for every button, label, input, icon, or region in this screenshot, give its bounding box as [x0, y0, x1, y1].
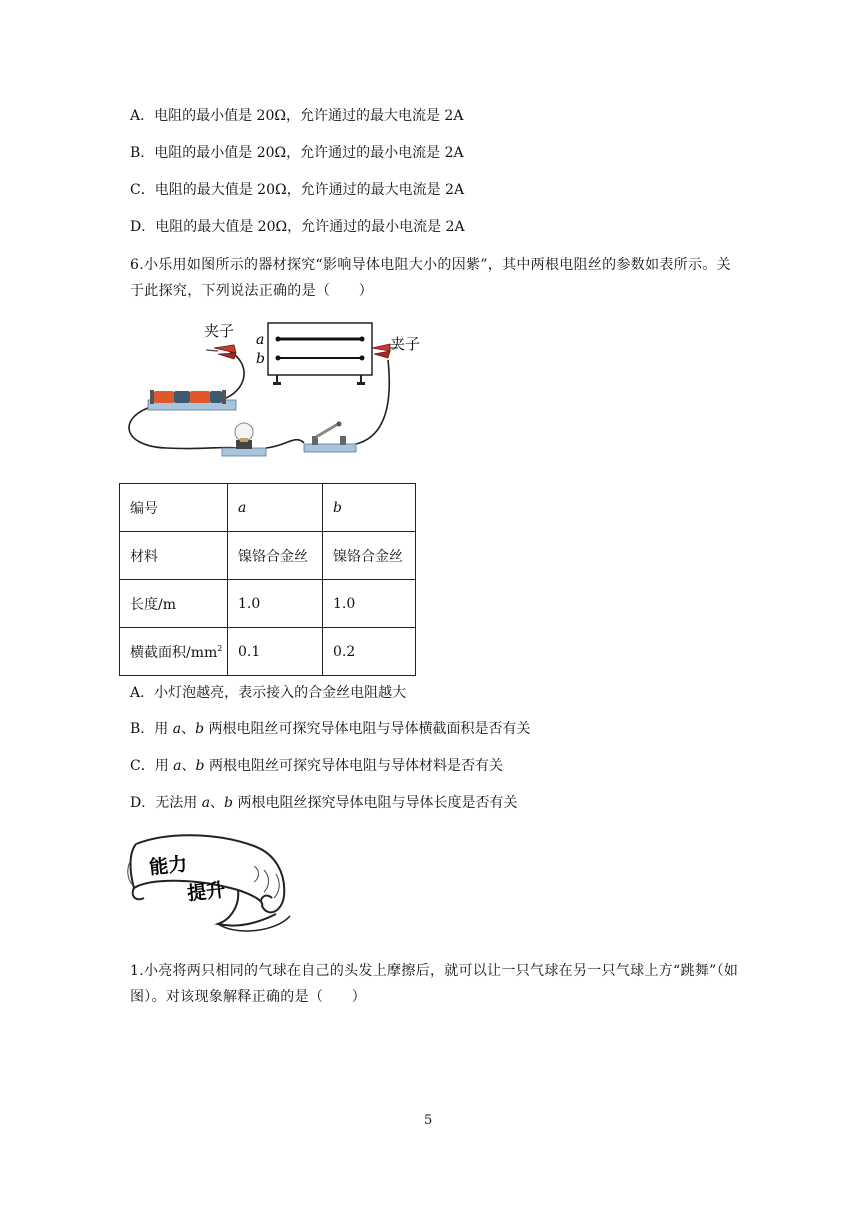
- q5-option-c: C．电阻的最大值是 20Ω，允许通过的最大电流是 2A: [130, 182, 465, 198]
- option-var: a: [173, 758, 182, 774]
- table-cell: a: [228, 484, 323, 532]
- q6-option-b: [130, 719, 531, 739]
- option-var: b: [224, 795, 234, 811]
- wire-a-label: a: [256, 332, 265, 348]
- table-row: [120, 628, 416, 676]
- table-cell: 长度/m: [120, 580, 228, 628]
- table-cell: 0.1: [228, 628, 323, 676]
- table-cell: 0.2: [323, 628, 416, 676]
- option-text: 两根电阻丝可探究导体电阻与导体横截面积是否有关: [204, 721, 531, 737]
- option-var: a: [201, 795, 211, 811]
- row-label: 横截面积/mm: [130, 644, 218, 661]
- banner-word-1: 能力: [148, 853, 189, 879]
- table-cell: b: [323, 484, 416, 532]
- wire-parameter-table: [119, 483, 416, 676]
- ability-improvement-banner: [126, 826, 306, 936]
- ability-q1-stem: 1.小亮将两只相同的气球在自己的头发上摩擦后，就可以让一只气球在另一只气球上方“跳舞”（如图）。对该现象解释正确的是（ ）: [130, 963, 739, 1005]
- option-text: 、: [181, 721, 196, 737]
- table-cell: [120, 628, 228, 676]
- table-cell: 1.0: [323, 580, 416, 628]
- q5-option-a: A．电阻的最小值是 20Ω，允许通过的最大电流是 2A: [130, 108, 464, 124]
- option-var: b: [195, 721, 205, 737]
- switch-icon: [304, 422, 356, 453]
- circuit-diagram: [126, 318, 426, 468]
- left-clip-icon: [206, 345, 236, 359]
- q6-option-d: [130, 793, 517, 813]
- page-number: 5: [424, 1113, 433, 1128]
- table-row: [120, 484, 416, 532]
- option-text: 两根电阻丝探究导体电阻与导体长度是否有关: [233, 795, 518, 811]
- option-var: a: [172, 721, 182, 737]
- table-row: [120, 532, 416, 580]
- battery-icon: [148, 390, 236, 410]
- table-cell: 材料: [120, 532, 228, 580]
- unit-exponent: 2: [217, 643, 223, 653]
- option-text: 、: [181, 758, 196, 774]
- q6-option-c: [130, 756, 503, 776]
- table-cell: 1.0: [228, 580, 323, 628]
- banner-word-2: 提升: [186, 879, 227, 905]
- q6-stem: 6.小乐用如图所示的器材探究“影响导体电阻大小的因紫”，其中两根电阻丝的参数如表所示。关于此探究，下列说法正确的是（ ）: [130, 257, 731, 299]
- option-var: b: [195, 758, 205, 774]
- wire-b-label: b: [256, 351, 265, 367]
- right-clip-label: 夹子: [390, 335, 421, 353]
- option-text: D．无法用: [130, 795, 202, 811]
- left-clip-label: 夹子: [204, 322, 235, 340]
- q5-option-d: D．电阻的最大值是 20Ω，允许通过的最小电流是 2A: [130, 219, 465, 235]
- table-cell: 镍铬合金丝: [228, 532, 323, 580]
- light-bulb-icon: [222, 423, 266, 456]
- table-cell: 编号: [120, 484, 228, 532]
- option-text: C．用: [130, 758, 174, 774]
- q5-option-b: B．电阻的最小值是 20Ω，允许通过的最小电流是 2A: [130, 145, 464, 161]
- option-text: B．用: [130, 721, 173, 737]
- table-row: [120, 580, 416, 628]
- q6-option-a: A．小灯泡越亮，表示接入的合金丝电阻越大: [130, 685, 407, 701]
- option-text: 、: [210, 795, 225, 811]
- table-cell: 镍铬合金丝: [323, 532, 416, 580]
- option-text: 两根电阻丝可探究导体电阻与导体材料是否有关: [204, 758, 503, 774]
